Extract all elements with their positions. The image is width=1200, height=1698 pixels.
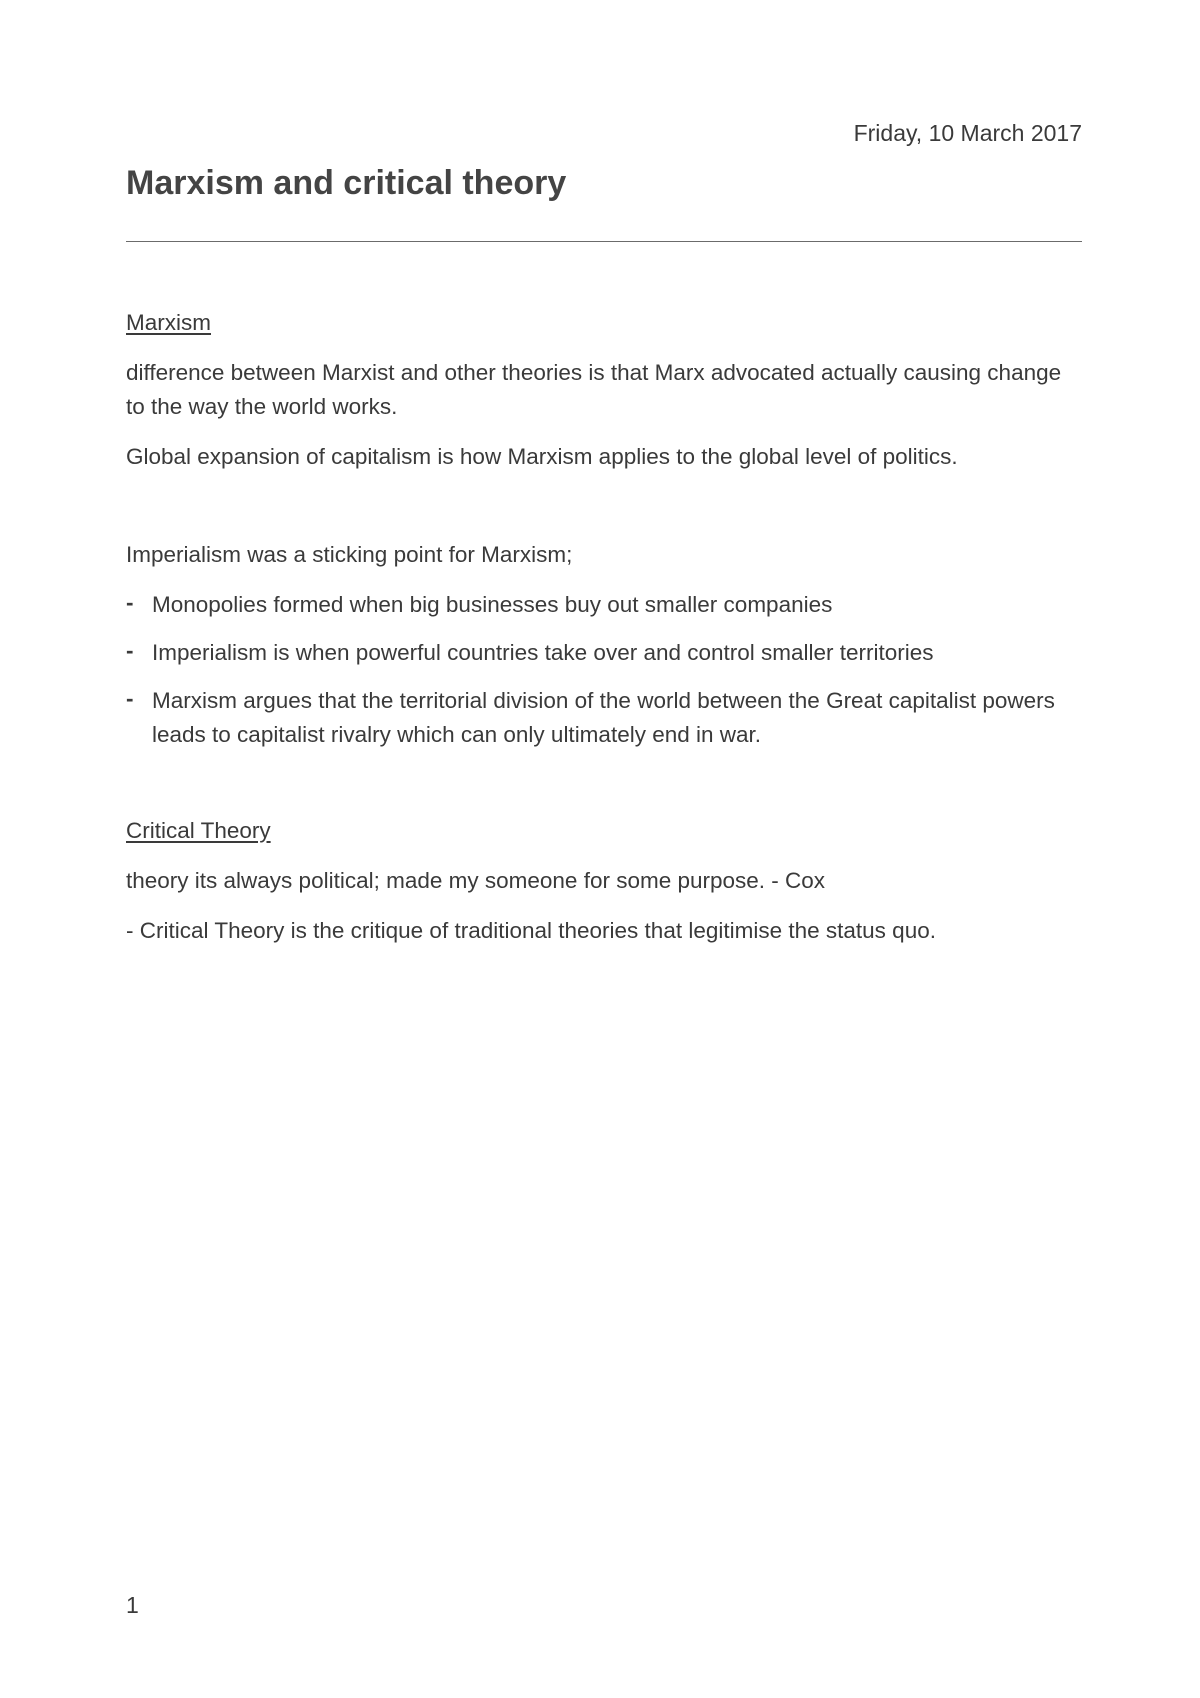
bullet-dash: -	[126, 590, 134, 615]
note-body	[126, 306, 1082, 964]
list-item-text: Monopolies formed when big businesses buy out smaller companies	[152, 592, 833, 617]
list-item	[126, 636, 1082, 670]
title-divider	[126, 241, 1082, 242]
list-item	[126, 684, 1082, 752]
list-item-text: Imperialism is when powerful countries take over and control smaller territories	[152, 640, 934, 665]
paragraph: Global expansion of capitalism is how Marxism applies to the global level of politics.	[126, 444, 958, 469]
list-item	[126, 588, 1082, 622]
section-heading-marxism: Marxism	[126, 310, 211, 335]
imperialism-intro: Imperialism was a sticking point for Marxism;	[126, 542, 573, 567]
bullet-dash: -	[126, 638, 134, 663]
bullet-dash: -	[126, 686, 134, 711]
section-heading-critical-theory: Critical Theory	[126, 818, 271, 843]
note-date: Friday, 10 March 2017	[853, 120, 1082, 146]
paragraph: theory its always political; made my someone for some purpose. - Cox	[126, 868, 826, 893]
paragraph: difference between Marxist and other theories is that Marx advocated actually causing change to the way the world works.	[126, 360, 1062, 419]
spacer	[126, 490, 1082, 538]
page-number: 1	[126, 1592, 139, 1618]
page-title: Marxism and critical theory	[126, 164, 567, 202]
list-item-text: Marxism argues that the territorial division of the world between the Great capitalist powers leads to capitalist rivalry which can only ultimately end in war.	[152, 688, 1055, 747]
bullet-list	[126, 588, 1082, 752]
paragraph: - Critical Theory is the critique of traditional theories that legitimise the status quo.	[126, 918, 936, 943]
spacer	[126, 766, 1082, 814]
